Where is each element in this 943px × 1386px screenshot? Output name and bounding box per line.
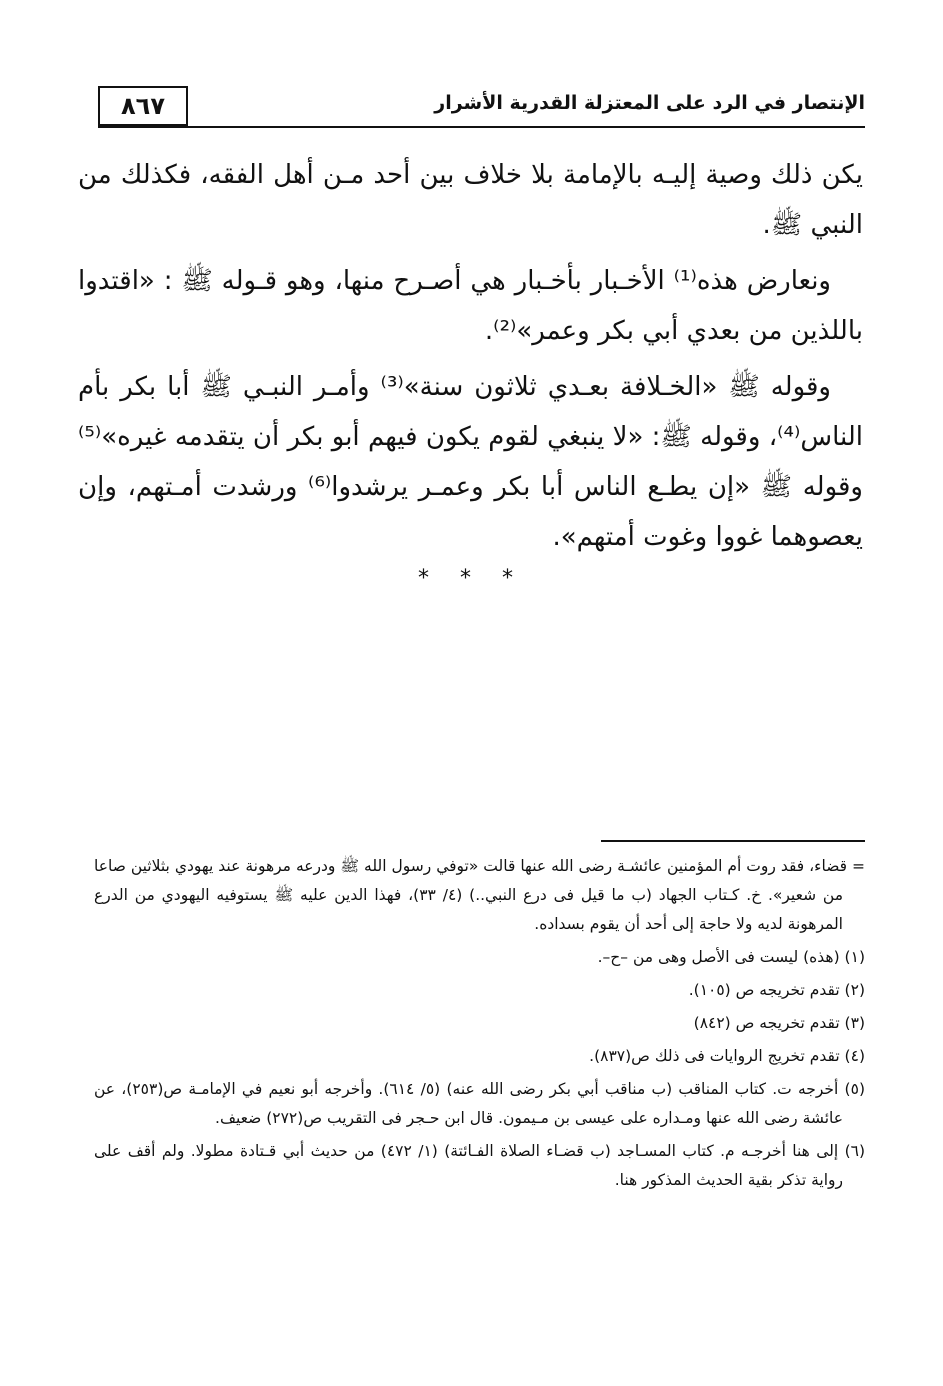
body-paragraph-3: وقوله ﷺ «الخـلافة بعـدي ثلاثون سنة»⁽³⁾ وأمـر النبـي ﷺ أبا بكر بأم الناس⁽⁴⁾، وقوله ﷺ: «لا ينبغي لقوم يكون فيهم أبو بكر أن يتقدمه غيره»⁽⁵⁾ وقوله ﷺ «إن يطـع الناس أبا بكر وعمـر يرشدوا⁽⁶⁾ ورشدت أمـتهم، وإن يعصوهما غووا وغوت أمتهم». [78, 372, 863, 552]
footnote-1: (١) (هذه) ليست فى الأصل وهى من –ح–. [597, 948, 865, 966]
footnote-5: (٥) أخرجه ت. كتاب المناقب (ب مناقب أبي بكر رضى الله عنه) (٥/ ٦١٤). وأخرجه أبو نعيم في الإمامـة ص(٢٥٣)، عن عائشة رضى الله عنها ومـداره على عيسى بن مـيمون. قال ابن حـجر فى التقريب ص(٢٧٢) ضعيف. [94, 1080, 865, 1127]
body-paragraph-2: ونعارض هذه⁽¹⁾ الأخـبار بأخـبار هي أصـرح منها، وهو قـوله ﷺ : «اقتدوا باللذين من بعدي أبي بكر وعمر»⁽²⁾. [78, 266, 863, 346]
footnote-2: (٢) تقدم تخريجه ص (١٠٥). [688, 981, 865, 999]
body-paragraph-1: يكن ذلك وصية إليـه بالإمامة بلا خلاف بين أحد مـن أهل الفقه، فكذلك من النبي ﷺ. [78, 160, 863, 240]
running-title: الإنتصار في الرد على المعتزلة القدرية الأشرار [434, 92, 865, 114]
footnote-3: (٣) تقدم تخريجه ص (٨٤٢) [693, 1014, 865, 1032]
footnote-continuation: = قضاء، فقد روت أم المؤمنين عائشـة رضى الله عنها قالت «توفي رسول الله ﷺ ودرعه مرهونة عند يهودي بثلاثين صاعا من شعير». خ. كـتاب الجهاد (ب ما قيل فى درع النبي..) (٤/ ٣٣)، فهذا الدين عليه ﷺ يستوفيه اليهودي من الدرع المرهونة لديه ولا حاجة إلى أحد أن يقوم بسداده. [94, 857, 865, 933]
footnote-6: (٦) إلى هنا أخرجـه م. كتاب المسـاجد (ب قضـاء الصلاة الفـائتة) (١/ ٤٧٢) من حديث أبي قـتادة مطولا. ولم أقف على رواية تذكر بقية الحديث المذكور هنا. [94, 1142, 866, 1189]
page-number-box [98, 86, 188, 126]
header-rule [98, 126, 865, 128]
footnotes [94, 852, 865, 1199]
section-separator: * * * [418, 566, 525, 591]
footnote-rule [601, 840, 865, 842]
page-number: ٨٦٧ [121, 92, 165, 120]
main-text [78, 150, 863, 568]
footnote-4: (٤) تقدم تخريج الروايات فى ذلك ص(٨٣٧). [589, 1047, 865, 1065]
